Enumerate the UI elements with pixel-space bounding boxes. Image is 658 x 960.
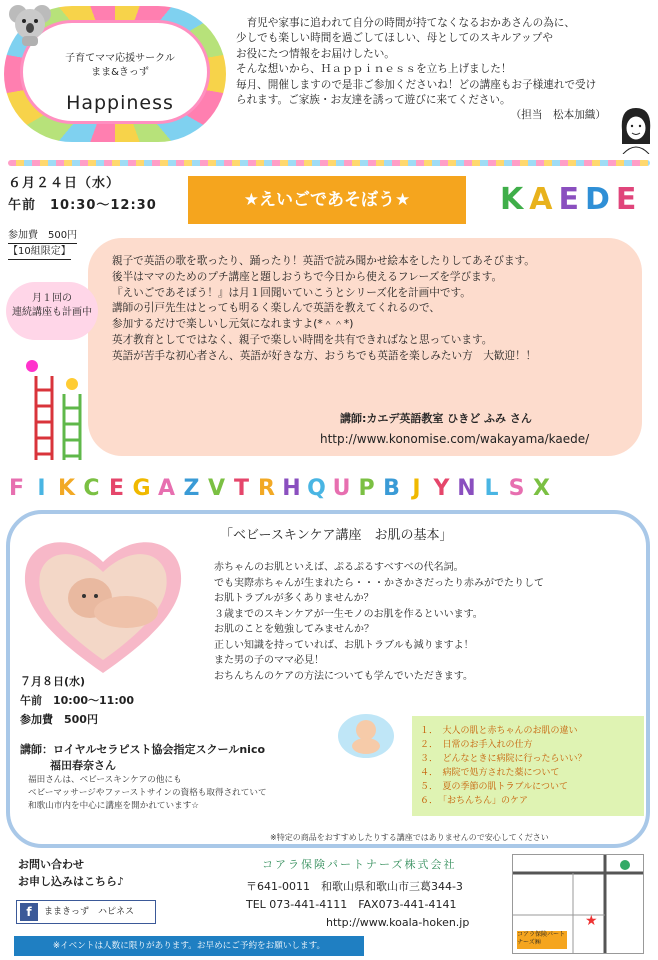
topic-item: ３． どんなときに病院に行ったらいい？ bbox=[420, 754, 587, 764]
svg-text:★: ★ bbox=[585, 913, 598, 929]
alphabet-letter: E bbox=[108, 476, 125, 501]
company-address bbox=[246, 878, 469, 932]
circle-name-line2: まま&きっず bbox=[91, 67, 149, 78]
alphabet-letter: V bbox=[207, 476, 226, 501]
event2-line: でも実際赤ちゃんが生まれたら・・・かさかさだったり赤みがでたりして bbox=[214, 577, 544, 589]
circle-title: Happiness bbox=[66, 92, 174, 114]
event2-schedule bbox=[20, 672, 134, 729]
note-line: 福田さんは、ベビースキンケアの他にも bbox=[28, 775, 182, 785]
event1-line: 講師の引戸先生はとっても明るく楽しんで英語を教えてくれるので、 bbox=[112, 302, 440, 315]
topic-item: １． 大人の肌と赤ちゃんのお肌の違い bbox=[420, 726, 578, 736]
contact-label-line2: お申し込みはこちら♪ bbox=[18, 875, 125, 888]
facebook-link[interactable] bbox=[16, 900, 156, 924]
postal-address: 〒641-0011 和歌山県和歌山市三葛344-3 bbox=[246, 880, 463, 893]
event2-lecturer-line1: 講師：ロイヤルセラピスト協会指定スクールnico bbox=[20, 743, 266, 756]
baby-bath-icon bbox=[334, 708, 398, 760]
event1-description bbox=[112, 254, 632, 365]
footer-note: ※イベントは人数に限りがあります。お早めにご予約をお願いします。 bbox=[14, 936, 364, 956]
note-line: 和歌山市内を中心に講座を開かれています☆ bbox=[28, 801, 199, 811]
event2-line: また男の子のママ必見！ bbox=[214, 655, 324, 666]
phone-fax: TEL 073-441-4111 FAX073-441-4141 bbox=[246, 898, 457, 911]
alphabet-letter: P bbox=[358, 476, 375, 501]
event2-description bbox=[214, 560, 634, 684]
alphabet-banner bbox=[4, 476, 654, 506]
alphabet-letter: G bbox=[132, 476, 151, 501]
event2-lecturer bbox=[20, 742, 265, 774]
event1-line: 英才教育としてではなく、親子で楽しい時間を共有できればなと思っています。 bbox=[112, 333, 493, 346]
event1-url[interactable]: http://www.konomise.com/wakayama/kaede/ bbox=[320, 432, 590, 446]
event1-schedule bbox=[8, 173, 157, 217]
intro-line: 育児や家事に追われて自分の時間が持てなくなるおかあさんの為に、 bbox=[246, 17, 575, 29]
contact-label bbox=[18, 856, 124, 890]
alphabet-letter: F bbox=[8, 476, 25, 501]
event1-line: 英語が苦手な初心者さん、英語が好きな方、おうちでも英語を楽しみたい方 大歓迎！！ bbox=[112, 349, 537, 362]
event2-lecturer-line2: 福田春奈さん bbox=[50, 759, 116, 772]
alphabet-letter: K bbox=[57, 476, 76, 501]
baby-photo-heart-icon bbox=[18, 528, 188, 678]
alphabet-letter: A bbox=[157, 476, 176, 501]
event2-line: おちんちんのケアの方法についても学んでいただきます。 bbox=[214, 670, 473, 682]
event2-line: ３歳までのスキンケアが一生モノのお肌を作るといいます。 bbox=[214, 608, 483, 620]
staff-name: （担当 松本加織） bbox=[510, 109, 606, 122]
event1-title: ★えいごであそぼう★ bbox=[188, 176, 466, 224]
map-company-label: コアラ保険パートナーズ㈱ bbox=[517, 931, 566, 946]
disclaimer: ※特定の商品をおすすめしたりする講座ではありませんので安心してください bbox=[270, 833, 549, 842]
event1-line: 親子で英語の歌を歌ったり、踊ったり！英語で読み聞かせ絵本をしたりしてあそびます。 bbox=[112, 255, 535, 267]
intro-line: られます。ご家族・お友達を誘って遊びに来てください。 bbox=[236, 94, 511, 107]
event2-time: 午前 10:00～11:00 bbox=[20, 694, 135, 707]
event2-fee: 参加費 500円 bbox=[20, 713, 98, 726]
staff-portrait-icon bbox=[617, 104, 655, 154]
kaede-letter: A bbox=[529, 182, 559, 217]
website-link[interactable]: http://www.koala-hoken.jp bbox=[326, 916, 470, 929]
intro-text bbox=[236, 16, 646, 124]
event2-title: 「ベビースキンケア講座 お肌の基本」 bbox=[220, 528, 453, 543]
alphabet-letter: Q bbox=[307, 476, 326, 501]
kaede-letter: K bbox=[500, 182, 530, 217]
event1-fee: 参加費 500円 bbox=[8, 228, 77, 244]
topic-item: ２． 日常のお手入れの仕方 bbox=[420, 740, 533, 750]
series-bubble bbox=[6, 282, 98, 340]
alphabet-letter: S bbox=[508, 476, 525, 501]
alphabet-letter: I bbox=[37, 476, 46, 501]
topic-item: ５． 夏の季節の肌トラブルについて bbox=[420, 782, 568, 792]
event1-line: 参加するだけで楽しいし元気になれますよ(*＾＾*) bbox=[112, 318, 354, 331]
alphabet-letter: J bbox=[412, 476, 421, 501]
event2-line: 正しい知識を持っていれば、お肌トラブルも減りますよ！ bbox=[214, 639, 474, 651]
event1-time: 午前 10:30～12:30 bbox=[8, 198, 157, 213]
alphabet-letter: B bbox=[383, 476, 400, 501]
alphabet-letter: Y bbox=[433, 476, 450, 501]
alphabet-letter: R bbox=[258, 476, 275, 501]
event2-lecturer-note bbox=[28, 774, 267, 813]
intro-line: お役にたつ情報をお届けしたい。 bbox=[236, 47, 395, 60]
circle-name bbox=[40, 52, 200, 80]
event1-limit: 【10組限定】 bbox=[8, 244, 71, 260]
kaede-logo bbox=[500, 182, 642, 217]
circle-name-line1: 子育てママ応援サークル bbox=[65, 53, 175, 64]
topic-item: ４． 病院で処方された薬について bbox=[420, 768, 560, 778]
kaede-letter: E bbox=[615, 182, 643, 217]
alphabet-letter: X bbox=[533, 476, 550, 501]
event2-line: お肌トラブルが多くありませんか？ bbox=[214, 593, 374, 604]
intro-line: そんな想いから、Ｈａｐｐｉｎｅｓｓを立ち上げました！ bbox=[236, 63, 512, 76]
alphabet-letter: U bbox=[332, 476, 351, 501]
bubble-line2: 連続講座も計画中 bbox=[12, 307, 92, 318]
contact-label-line1: お問い合わせ bbox=[18, 858, 84, 871]
event2-line: お肌のことを勉強してみませんか？ bbox=[214, 624, 374, 635]
alphabet-letter: L bbox=[484, 476, 499, 501]
koala-icon bbox=[8, 2, 52, 48]
facebook-label: ままきっず ハピネス bbox=[44, 907, 135, 917]
facebook-icon: f bbox=[20, 903, 38, 921]
event1-line: 『えいごであそぼう！』は月１回聞いていこうとシリーズ化を計画中です。 bbox=[112, 286, 471, 299]
kaede-letter: E bbox=[558, 182, 585, 217]
event1-date: ６月２４日（水） bbox=[8, 176, 121, 191]
company-name: コアラ保険パートナーズ株式会社 bbox=[262, 858, 457, 871]
alphabet-letter: T bbox=[233, 476, 249, 501]
event2-date: ７月８日(水) bbox=[20, 675, 86, 688]
intro-line: 少しでも楽しい時間を過ごしてほしい、母としてのスキルアップや bbox=[236, 32, 553, 45]
intro-line: 毎月、開催しますので是非ご参加くださいね！どの講座もお子様連れで受け bbox=[236, 78, 597, 91]
kaede-letter: D bbox=[584, 182, 616, 217]
alphabet-letter: Z bbox=[183, 476, 200, 501]
event2-line: 赤ちゃんのお肌といえば、ぷるぷるすべすべの代名詞。 bbox=[214, 562, 464, 573]
event1-line: 後半はママのためのプチ講座と題しおうちで今日から使えるフレーズを学びます。 bbox=[112, 270, 503, 283]
alphabet-letter: C bbox=[83, 476, 100, 501]
event1-lecturer: 講師:カエデ英語教室 ひきど ふみ さん bbox=[340, 412, 532, 425]
event1-fee-block bbox=[8, 228, 77, 260]
bubble-line1: 月１回の bbox=[32, 293, 72, 304]
topics-list bbox=[420, 724, 642, 808]
alphabet-letter: N bbox=[457, 476, 476, 501]
topic-item: ６． 「おちんちん」のケア bbox=[420, 796, 529, 806]
ladder-illustration-icon bbox=[22, 356, 92, 460]
note-line: ベビーマッサージやファーストサインの資格も取得されていて bbox=[28, 788, 267, 798]
alphabet-letter: H bbox=[282, 476, 301, 501]
divider bbox=[8, 160, 650, 166]
